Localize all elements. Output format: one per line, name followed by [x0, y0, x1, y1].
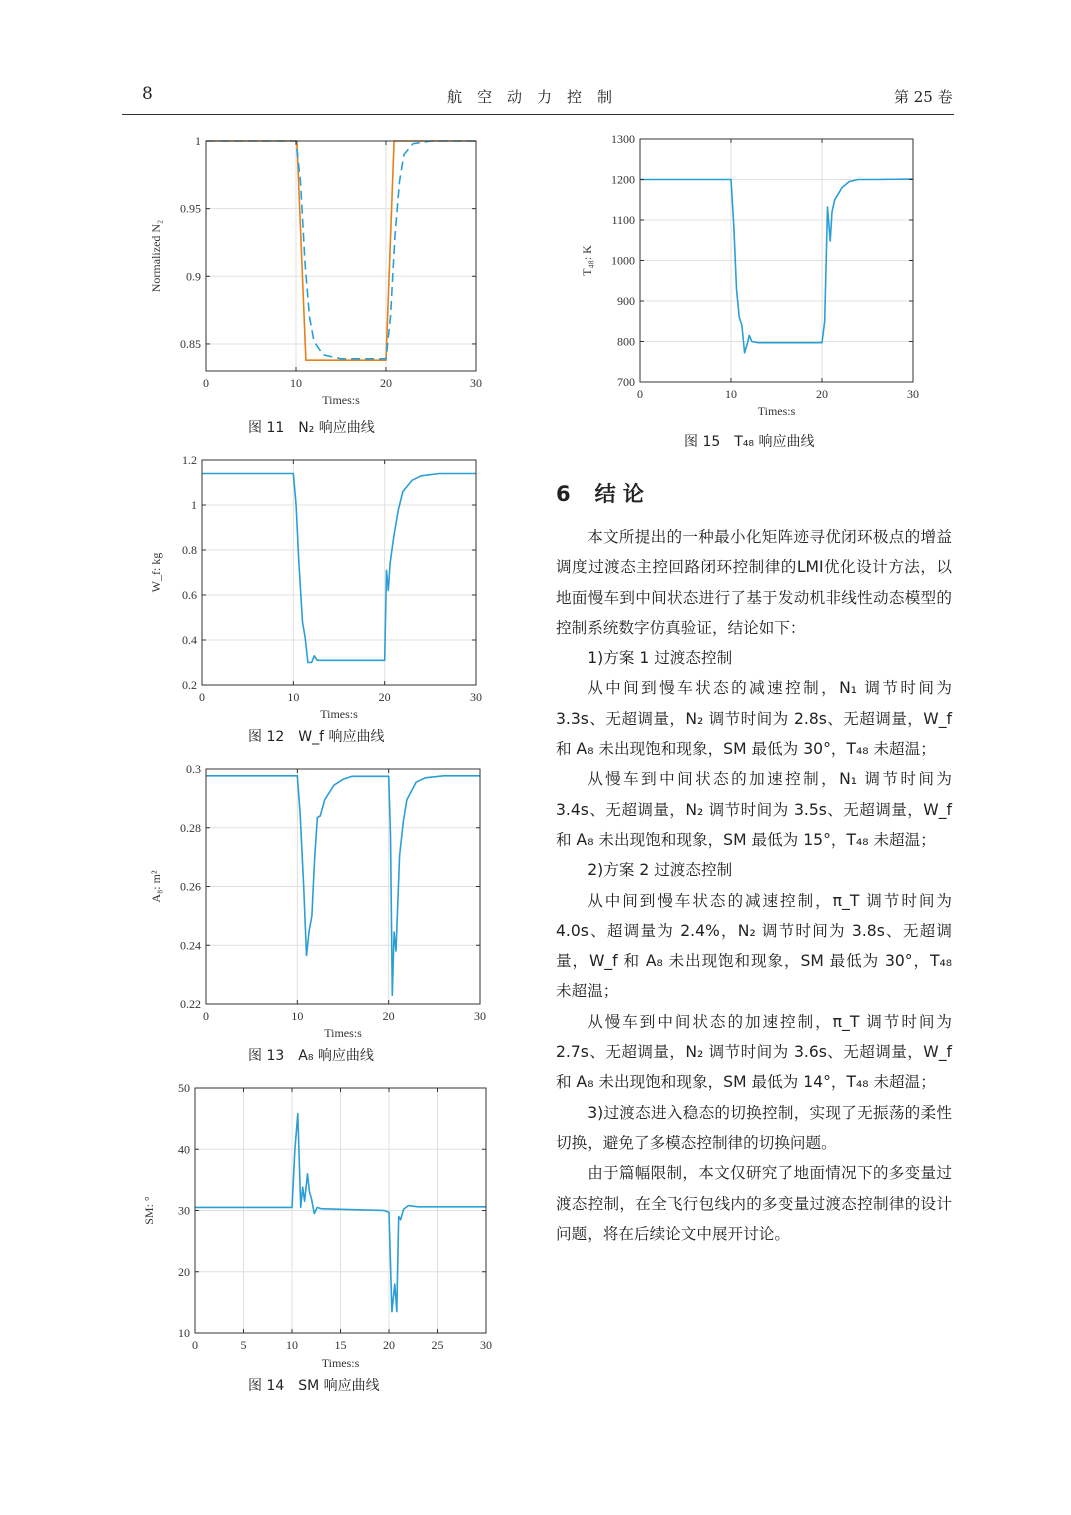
x-tick-label: 10: [291, 1009, 304, 1023]
caption-fig15: 图 15 T₄₈ 响应曲线: [684, 434, 815, 450]
y-tick-label: 0.95: [180, 201, 201, 216]
y-tick-label: 0.2: [182, 678, 197, 692]
x-tick-label: 15: [334, 1338, 347, 1352]
y-tick-label: 1100: [611, 213, 635, 227]
y-tick-label: 0.24: [180, 938, 201, 953]
y-axis-label: W_f: kg: [149, 552, 163, 593]
caption-fig14: 图 14 SM 响应曲线: [248, 1378, 380, 1394]
y-tick-label: 0.8: [182, 543, 197, 557]
caption-fig11: 图 11 N₂ 响应曲线: [248, 420, 375, 436]
paragraph: 由于篇幅限制，本文仅研究了地面情况下的多变量过渡态控制，在全飞行包线内的多变量过渡态控制律的设计问题，将在后续论文中展开讨论。: [556, 1164, 952, 1243]
paragraph: 从中间到慢车状态的减速控制，N₁ 调节时间为 3.3s、无超调量，N₂ 调节时间为 2.8s、无超调量，W_f 和 A₈ 未出现饱和现象，SM 最低为 30°，T₄₈ 未超温；: [556, 679, 952, 759]
paragraph: 1)方案 1 过渡态控制: [587, 649, 733, 668]
paragraph: 本文所提出的一种最小化矩阵迹寻优闭环极点的增益调度过渡态主控回路闭环控制律的LMI优化设计方法，以地面慢车到中间状态进行了基于发动机非线性动态模型的控制系统数字仿真验证，结论如下：: [556, 528, 952, 637]
conclusion-body: [556, 522, 952, 1249]
x-tick-label: 30: [480, 1338, 492, 1352]
y-tick-label: 1.2: [182, 453, 197, 467]
x-tick-label: 0: [192, 1338, 198, 1352]
volume-label: 第 25 卷: [894, 88, 953, 106]
x-tick-label: 20: [382, 1009, 395, 1023]
y-axis-label: A₈: m²: [149, 870, 163, 903]
page-number: 8: [142, 84, 153, 104]
y-tick-label: 40: [178, 1142, 190, 1157]
y-axis-label: SM: °: [142, 1196, 156, 1225]
x-tick-label: 5: [240, 1338, 247, 1352]
x-tick-label: 20: [383, 1338, 395, 1352]
paragraph: 从慢车到中间状态的加速控制，N₁ 调节时间为 3.4s、无超调量，N₂ 调节时间为 3.5s、无超调量，W_f 和 A₈ 未出现饱和现象，SM 最低为 15°，T₄₈ 未超温；: [556, 770, 952, 849]
x-tick-label: 30: [474, 1009, 486, 1023]
y-tick-label: 0.6: [182, 588, 197, 602]
y-tick-label: 0.28: [180, 820, 201, 835]
x-tick-label: 10: [286, 1338, 298, 1352]
y-tick-label: 1: [195, 134, 201, 148]
x-axis-label: Times:s: [322, 393, 360, 407]
x-tick-label: 20: [380, 376, 392, 390]
paragraph: 3)过渡态进入稳态的切换控制，实现了无振荡的柔性切换，避免了多模态控制律的切换问题。: [556, 1103, 952, 1152]
x-tick-label: 0: [203, 376, 209, 390]
journal-title: 航空动力控制: [447, 88, 628, 106]
x-tick-label: 10: [287, 690, 300, 704]
caption-fig12: 图 12 W_f 响应曲线: [248, 729, 385, 745]
section-title: 结 论: [594, 482, 644, 506]
x-axis-label: Times:s: [320, 707, 358, 721]
y-tick-label: 0.9: [186, 269, 201, 284]
y-tick-label: 0.22: [180, 997, 201, 1011]
y-axis-label: T₄₈: K: [580, 245, 594, 276]
y-tick-label: 0.26: [180, 879, 201, 894]
x-axis-label: Times:s: [324, 1026, 362, 1040]
y-tick-label: 1000: [611, 253, 635, 268]
x-tick-label: 30: [907, 387, 919, 401]
x-axis-label: Times:s: [757, 404, 796, 418]
x-tick-label: 30: [470, 690, 482, 704]
y-tick-label: 0.3: [186, 762, 201, 776]
y-tick-label: 0.85: [180, 336, 201, 351]
paragraph: 2)方案 2 过渡态控制: [587, 861, 733, 880]
caption-fig13: 图 13 A₈ 响应曲线: [248, 1048, 374, 1064]
x-tick-label: 0: [203, 1009, 209, 1023]
y-tick-label: 10: [178, 1326, 190, 1340]
section-heading: [556, 478, 644, 508]
x-axis-label: Times:s: [321, 1356, 360, 1370]
x-tick-label: 0: [199, 690, 205, 704]
x-tick-label: 20: [816, 387, 828, 401]
y-tick-label: 1200: [611, 172, 635, 187]
x-tick-label: 30: [470, 376, 482, 390]
y-tick-label: 700: [617, 375, 635, 389]
y-axis-label: Normalized N₂: [149, 219, 163, 293]
x-tick-label: 0: [637, 387, 643, 401]
x-tick-label: 10: [290, 376, 302, 390]
paragraph: 从慢车到中间状态的加速控制，π_T 调节时间为 2.7s、无超调量，N₂ 调节时间为 3.6s、无超调量，W_f 和 A₈ 未出现饱和现象，SM 最低为 14°，T₄₈ 未超温；: [556, 1012, 952, 1092]
y-tick-label: 800: [617, 334, 635, 349]
y-tick-label: 0.4: [182, 633, 197, 647]
y-tick-label: 1: [191, 498, 197, 512]
y-tick-label: 900: [617, 294, 635, 308]
series-line: [640, 179, 913, 353]
y-tick-label: 30: [178, 1203, 190, 1218]
y-tick-label: 20: [178, 1264, 190, 1279]
x-tick-label: 20: [378, 690, 391, 704]
x-tick-label: 10: [725, 387, 737, 401]
section-number: 6: [556, 482, 571, 506]
paragraph: 从中间到慢车状态的减速控制，π_T 调节时间为 4.0s、超调量为 2.4%，N₂ 调节时间为 3.8s、无超调量，W_f 和 A₈ 未出现饱和现象，SM 最低为 30°，T₄₈ 未超温；: [556, 891, 952, 1001]
y-tick-label: 1300: [611, 132, 635, 146]
x-tick-label: 25: [431, 1338, 444, 1352]
y-tick-label: 50: [178, 1081, 190, 1095]
